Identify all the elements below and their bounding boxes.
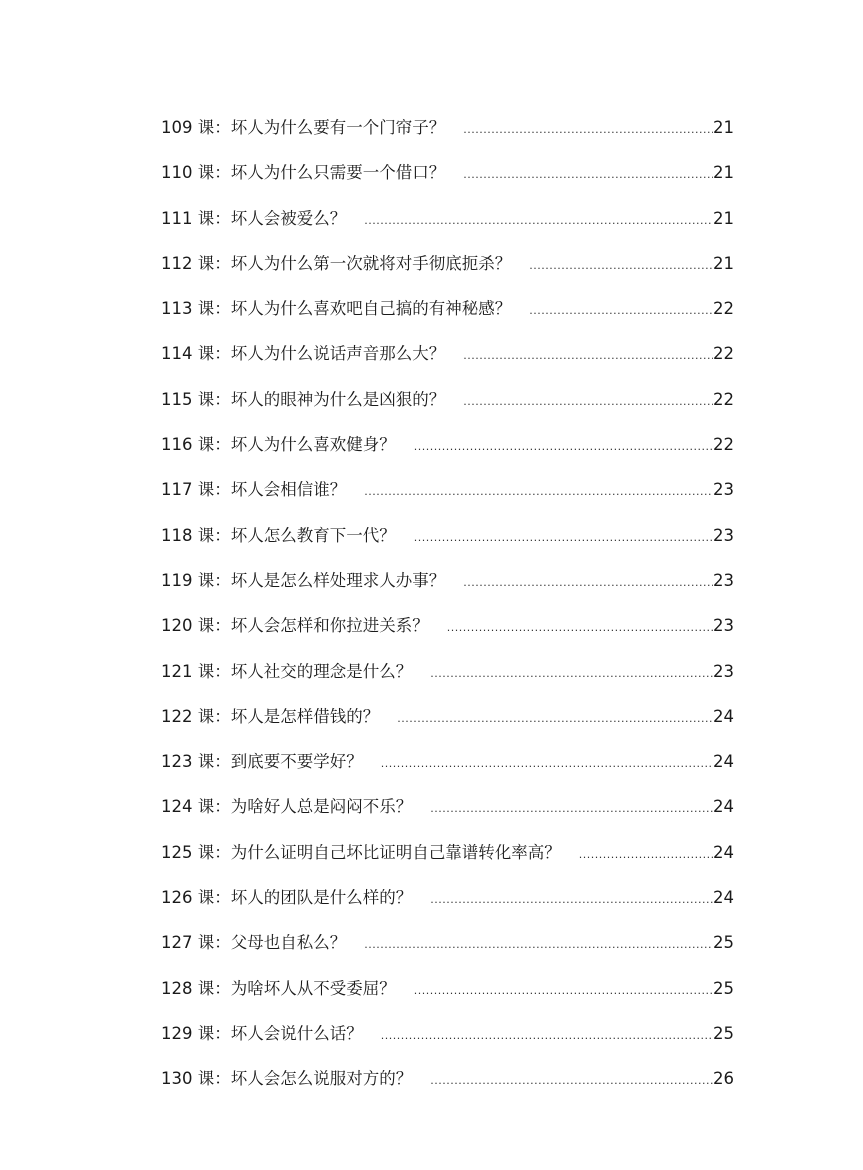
toc-entry-title: 109 课：坏人为什么要有一个门帘子？	[161, 118, 446, 137]
toc-entry[interactable]	[161, 1011, 734, 1056]
toc-entry-title: 127 课：父母也自私么？	[161, 933, 347, 953]
toc-page-number: 26	[713, 1069, 734, 1089]
toc-leader-dots	[381, 741, 713, 786]
toc-entry[interactable]	[161, 150, 734, 195]
toc-entry-title: 125 课：为什么证明自己坏比证明自己靠谱转化率高？	[161, 842, 561, 862]
toc-page-number: 25	[713, 1023, 734, 1043]
toc-leader-dots	[414, 515, 713, 560]
toc-leader-dots	[397, 696, 713, 741]
toc-leader-dots	[430, 1058, 713, 1103]
toc-page-number: 23	[713, 661, 734, 681]
toc-leader-dots	[463, 152, 713, 197]
toc-entry[interactable]	[161, 694, 734, 739]
toc-entry[interactable]	[161, 196, 734, 241]
toc-entry[interactable]	[161, 558, 734, 603]
toc-page-number: 23	[713, 480, 734, 500]
toc-leader-dots	[447, 605, 713, 650]
toc-page-number: 21	[713, 208, 734, 228]
toc-leader-dots	[364, 922, 713, 967]
toc-entry[interactable]	[161, 1056, 734, 1101]
toc-page-number: 23	[713, 570, 734, 590]
toc-page-number: 24	[713, 752, 734, 772]
toc-entry-title: 128 课：为啥坏人从不受委屈？	[161, 978, 396, 998]
toc-entry[interactable]	[161, 286, 734, 331]
toc-page-number: 23	[713, 616, 734, 636]
toc-entry-title: 119 课：坏人是怎么样处理求人办事？	[161, 570, 446, 590]
toc-page-number: 25	[713, 978, 734, 998]
toc-entry[interactable]	[161, 920, 734, 965]
toc-entry[interactable]	[161, 241, 734, 286]
toc-leader-dots	[381, 1013, 713, 1058]
toc-entry-title: 129 课：坏人会说什么话？	[161, 1023, 363, 1043]
toc-entry-title: 115 课：坏人的眼神为什么是凶狠的？	[161, 389, 446, 409]
toc-leader-dots	[463, 560, 713, 605]
toc-entry-title: 123 课：到底要不要学好？	[161, 752, 363, 772]
toc-entry[interactable]	[161, 377, 734, 422]
toc-page-number: 22	[713, 299, 734, 319]
toc-leader-dots	[463, 379, 713, 424]
toc-entry-title: 130 课：坏人会怎么说服对方的？	[161, 1069, 413, 1089]
toc-leader-dots	[364, 469, 713, 514]
toc-entry[interactable]	[161, 966, 734, 1011]
toc-entry-title: 117 课：坏人会相信谁？	[161, 480, 347, 500]
table-of-contents	[161, 105, 734, 1102]
toc-entry[interactable]	[161, 513, 734, 558]
toc-page-number: 22	[713, 435, 734, 455]
toc-page-number: 21	[713, 163, 734, 183]
toc-leader-dots	[463, 333, 713, 378]
toc-leader-dots	[414, 424, 713, 469]
toc-entry-title: 124 课：为啥好人总是闷闷不乐？	[161, 797, 413, 817]
toc-page-number: 22	[713, 344, 734, 364]
toc-entry-title: 118 课：坏人怎么教育下一代？	[161, 525, 396, 545]
toc-entry-title: 122 课：坏人是怎样借钱的？	[161, 706, 380, 726]
toc-page-number: 24	[713, 797, 734, 817]
toc-entry[interactable]	[161, 784, 734, 829]
toc-leader-dots	[579, 832, 713, 877]
toc-leader-dots	[414, 968, 713, 1013]
toc-entry-title: 126 课：坏人的团队是什么样的？	[161, 888, 413, 908]
toc-page-number: 24	[713, 842, 734, 862]
toc-page-number: 24	[713, 888, 734, 908]
toc-page-number: 24	[713, 706, 734, 726]
toc-entry[interactable]	[161, 105, 734, 150]
toc-entry[interactable]	[161, 830, 734, 875]
toc-entry-title: 120 课：坏人会怎样和你拉进关系？	[161, 616, 429, 636]
toc-entry-title: 112 课：坏人为什么第一次就将对手彻底扼杀？	[161, 253, 512, 273]
toc-entry-title: 114 课：坏人为什么说话声音那么大？	[161, 344, 446, 364]
toc-leader-dots	[430, 877, 713, 922]
toc-leader-dots	[364, 198, 713, 243]
toc-entry[interactable]	[161, 331, 734, 376]
toc-entry[interactable]	[161, 467, 734, 512]
toc-page-number: 21	[713, 253, 734, 273]
toc-entry[interactable]	[161, 603, 734, 648]
toc-entry-title: 111 课：坏人会被爱么？	[161, 208, 347, 228]
toc-page-number: 21	[713, 118, 734, 137]
toc-page-number: 25	[713, 933, 734, 953]
toc-leader-dots	[529, 243, 713, 288]
toc-entry-title: 113 课：坏人为什么喜欢吧自己搞的有神秘感？	[161, 299, 512, 319]
toc-entry[interactable]	[161, 422, 734, 467]
toc-leader-dots	[463, 107, 713, 152]
toc-leader-dots	[529, 288, 713, 333]
toc-entry-title: 121 课：坏人社交的理念是什么？	[161, 661, 413, 681]
toc-entry[interactable]	[161, 875, 734, 920]
toc-entry[interactable]	[161, 739, 734, 784]
toc-leader-dots	[430, 651, 713, 696]
toc-entry-title: 110 课：坏人为什么只需要一个借口？	[161, 163, 446, 183]
toc-page-number: 23	[713, 525, 734, 545]
toc-leader-dots	[430, 786, 713, 831]
toc-entry[interactable]	[161, 649, 734, 694]
toc-entry-title: 116 课：坏人为什么喜欢健身？	[161, 435, 396, 455]
toc-page-number: 22	[713, 389, 734, 409]
